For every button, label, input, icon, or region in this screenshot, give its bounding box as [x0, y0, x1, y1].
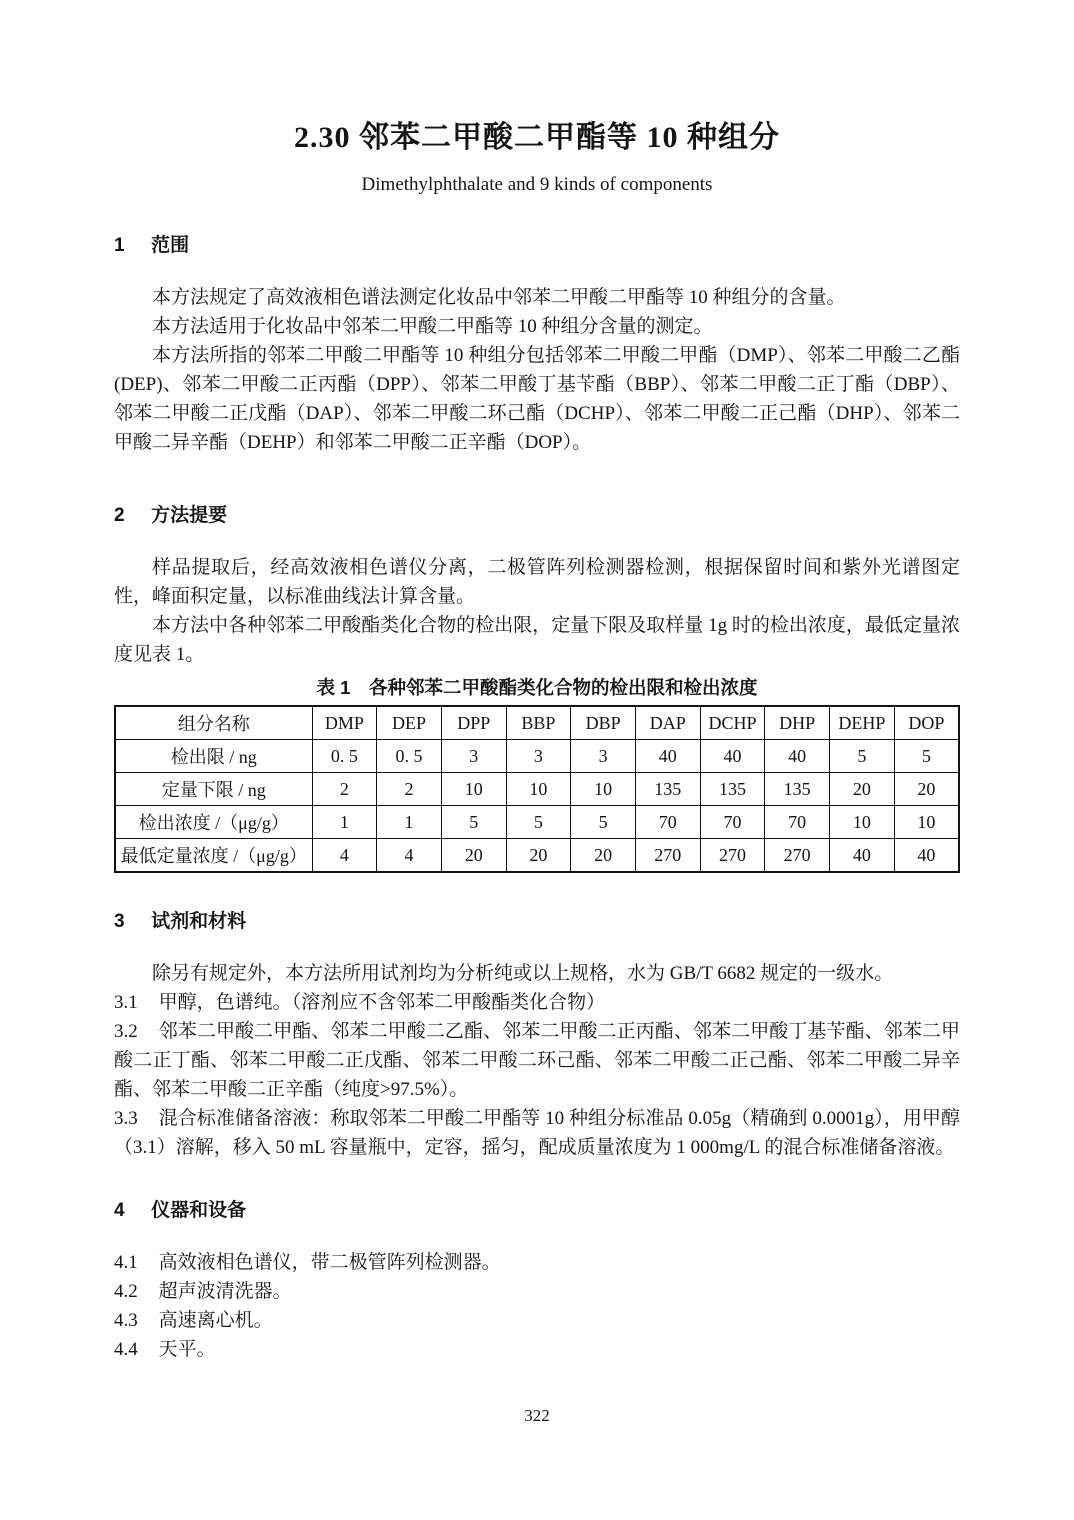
table-caption-label: 表 1: [316, 677, 351, 698]
table-header-cell: BBP: [506, 706, 571, 740]
table-value-cell: 70: [700, 806, 765, 839]
table-value-cell: 4: [377, 839, 442, 873]
table-value-cell: 70: [765, 806, 830, 839]
clause-text: 超声波清洗器。: [158, 1281, 292, 1302]
table-caption: [114, 676, 960, 700]
table-header-cell: DEP: [377, 706, 442, 740]
table-row: [115, 839, 959, 873]
section-method-summary: [114, 503, 960, 669]
table-value-cell: 20: [441, 839, 506, 873]
clause-number: 3.2: [114, 1021, 138, 1042]
table-value-cell: 5: [894, 740, 959, 773]
table-value-cell: 3: [506, 740, 571, 773]
section-heading-reagents: [114, 909, 960, 935]
clause-number: 4.1: [114, 1252, 138, 1273]
table-header-cell: DOP: [894, 706, 959, 740]
table-value-cell: 2: [377, 773, 442, 806]
clause-number: 4.2: [114, 1281, 138, 1302]
paragraph: 本方法所指的邻苯二甲酸二甲酯等 10 种组分包括邻苯二甲酸二甲酯（DMP）、邻苯二甲酸二乙酯 (DEP)、邻苯二甲酸二正丙酯（DPP）、邻苯二甲酸丁基苄酯（BBP）、邻苯二甲酸二正丁酯（DBP）、邻苯二甲酸二正戊酯（DAP）、邻苯二甲酸二环己酯（DCHP）、邻苯二甲酸二正己酯（DHP）、邻苯二甲酸二异辛酯（DEHP）和邻苯二甲酸二正辛酯（DOP）。: [114, 345, 960, 453]
page-number: 322: [524, 1406, 550, 1425]
table-caption-text: 各种邻苯二甲酸酯类化合物的检出限和检出浓度: [368, 677, 758, 698]
paragraph: 本方法规定了高效液相色谱法测定化妆品中邻苯二甲酸二甲酯等 10 种组分的含量。: [152, 287, 846, 308]
table-header-cell: DEHP: [830, 706, 895, 740]
row-label-cell: 定量下限 / ng: [115, 773, 312, 806]
clause: [114, 1017, 960, 1104]
section-title: 方法提要: [151, 505, 228, 526]
row-label-cell: 最低定量浓度 /（μg/g）: [115, 839, 312, 873]
table-value-cell: 40: [830, 839, 895, 873]
clause-text: 混合标准储备溶液：称取邻苯二甲酸二甲酯等 10 种组分标准品 0.05g（精确到 0.0001g），用甲醇（3.1）溶解，移入 50 mL 容量瓶中，定容，摇匀，配成质量浓度为 1 000mg/L 的混合标准储备溶液。: [114, 1108, 960, 1158]
table-value-cell: 0. 5: [377, 740, 442, 773]
section-method-paragraphs: [114, 553, 960, 669]
table-value-cell: 5: [571, 806, 636, 839]
clause: [114, 1248, 960, 1277]
table-value-cell: 5: [830, 740, 895, 773]
paragraph: 除另有规定外，本方法所用试剂均为分析纯或以上规格，水为 GB/T 6682 规定的一级水。: [152, 963, 894, 984]
table-value-cell: 10: [830, 806, 895, 839]
table-header-cell: DBP: [571, 706, 636, 740]
table-value-cell: 0. 5: [312, 740, 377, 773]
table-value-cell: 135: [635, 773, 700, 806]
section-scope: [114, 233, 960, 457]
table-value-cell: 4: [312, 839, 377, 873]
section-title: 仪器和设备: [151, 1200, 247, 1221]
section-title: 试剂和材料: [151, 911, 247, 932]
table-header-cell: DAP: [635, 706, 700, 740]
section-heading-scope: [114, 233, 960, 259]
table-value-cell: 270: [635, 839, 700, 873]
table-value-cell: 40: [635, 740, 700, 773]
clause: [114, 1306, 960, 1335]
section-title: 范围: [151, 235, 190, 256]
clause-text: 邻苯二甲酸二甲酯、邻苯二甲酸二乙酯、邻苯二甲酸二正丙酯、邻苯二甲酸丁基苄酯、邻苯二甲酸二正丁酯、邻苯二甲酸二正戊酯、邻苯二甲酸二环己酯、邻苯二甲酸二正己酯、邻苯二甲酸二异辛酯、邻苯二甲酸二正辛酯（纯度>97.5%）。: [114, 1021, 960, 1100]
table-value-cell: 40: [894, 839, 959, 873]
section-heading-instruments: [114, 1198, 960, 1224]
table-value-cell: 5: [441, 806, 506, 839]
table-value-cell: 1: [312, 806, 377, 839]
table-header-cell: DMP: [312, 706, 377, 740]
section-number: 3: [114, 911, 125, 932]
table-value-cell: 135: [700, 773, 765, 806]
table-header-cell: DCHP: [700, 706, 765, 740]
detection-limits-table: [114, 705, 960, 873]
table-value-cell: 10: [506, 773, 571, 806]
table-value-cell: 270: [765, 839, 830, 873]
clause: [114, 1277, 960, 1306]
clause-number: 3.1: [114, 992, 138, 1013]
section-heading-method-summary: [114, 503, 960, 529]
section-number: 1: [114, 235, 125, 256]
row-label-cell: 检出浓度 /（μg/g）: [115, 806, 312, 839]
table-value-cell: 20: [830, 773, 895, 806]
table-value-cell: 3: [571, 740, 636, 773]
table-value-cell: 135: [765, 773, 830, 806]
table-value-cell: 70: [635, 806, 700, 839]
table-value-cell: 2: [312, 773, 377, 806]
table-value-cell: 20: [894, 773, 959, 806]
section-scope-paragraphs: [114, 283, 960, 457]
section-number: 2: [114, 505, 125, 526]
clause-number: 4.4: [114, 1339, 138, 1360]
section-instruments: [114, 1198, 960, 1364]
table-header-cell: DHP: [765, 706, 830, 740]
clause-text: 甲醇，色谱纯。（溶剂应不含邻苯二甲酸酯类化合物）: [158, 992, 606, 1013]
clause: [114, 1335, 960, 1364]
table-header-component-name: 组分名称: [115, 706, 312, 740]
section-instruments-clauses: [114, 1248, 960, 1364]
table-value-cell: 10: [441, 773, 506, 806]
clause-text: 天平。: [158, 1339, 216, 1360]
clause-number: 4.3: [114, 1310, 138, 1331]
section-number: 4: [114, 1200, 125, 1221]
table-value-cell: 270: [700, 839, 765, 873]
section-reagents: [114, 909, 960, 1162]
table-value-cell: 20: [506, 839, 571, 873]
table-value-cell: 40: [700, 740, 765, 773]
table-row: [115, 773, 959, 806]
clause-text: 高效液相色谱仪，带二极管阵列检测器。: [158, 1252, 501, 1273]
table-value-cell: 1: [377, 806, 442, 839]
table-value-cell: 3: [441, 740, 506, 773]
page-title: 2.30 邻苯二甲酸二甲酯等 10 种组分: [294, 121, 780, 154]
table-value-cell: 5: [506, 806, 571, 839]
paragraph: 本方法适用于化妆品中邻苯二甲酸二甲酯等 10 种组分含量的测定。: [152, 316, 713, 337]
table-header-cell: DPP: [441, 706, 506, 740]
page-subtitle: Dimethylphthalate and 9 kinds of components: [361, 174, 713, 195]
row-label-cell: 检出限 / ng: [115, 740, 312, 773]
clause-text: 高速离心机。: [158, 1310, 273, 1331]
table-value-cell: 10: [571, 773, 636, 806]
document-page: [114, 0, 960, 1364]
clause: [114, 988, 960, 1017]
table-value-cell: 20: [571, 839, 636, 873]
table-value-cell: 40: [765, 740, 830, 773]
table-row: [115, 806, 959, 839]
clause-number: 3.3: [114, 1108, 138, 1129]
paragraph: 本方法中各种邻苯二甲酸酯类化合物的检出限，定量下限及取样量 1g 时的检出浓度，最低定量浓度见表 1。: [114, 615, 960, 665]
paragraph: 样品提取后，经高效液相色谱仪分离，二极管阵列检测器检测，根据保留时间和紫外光谱图定性，峰面积定量，以标准曲线法计算含量。: [114, 557, 960, 607]
clause: [114, 1104, 960, 1162]
table-header-row: [115, 706, 959, 740]
table-value-cell: 10: [894, 806, 959, 839]
table-row: [115, 740, 959, 773]
